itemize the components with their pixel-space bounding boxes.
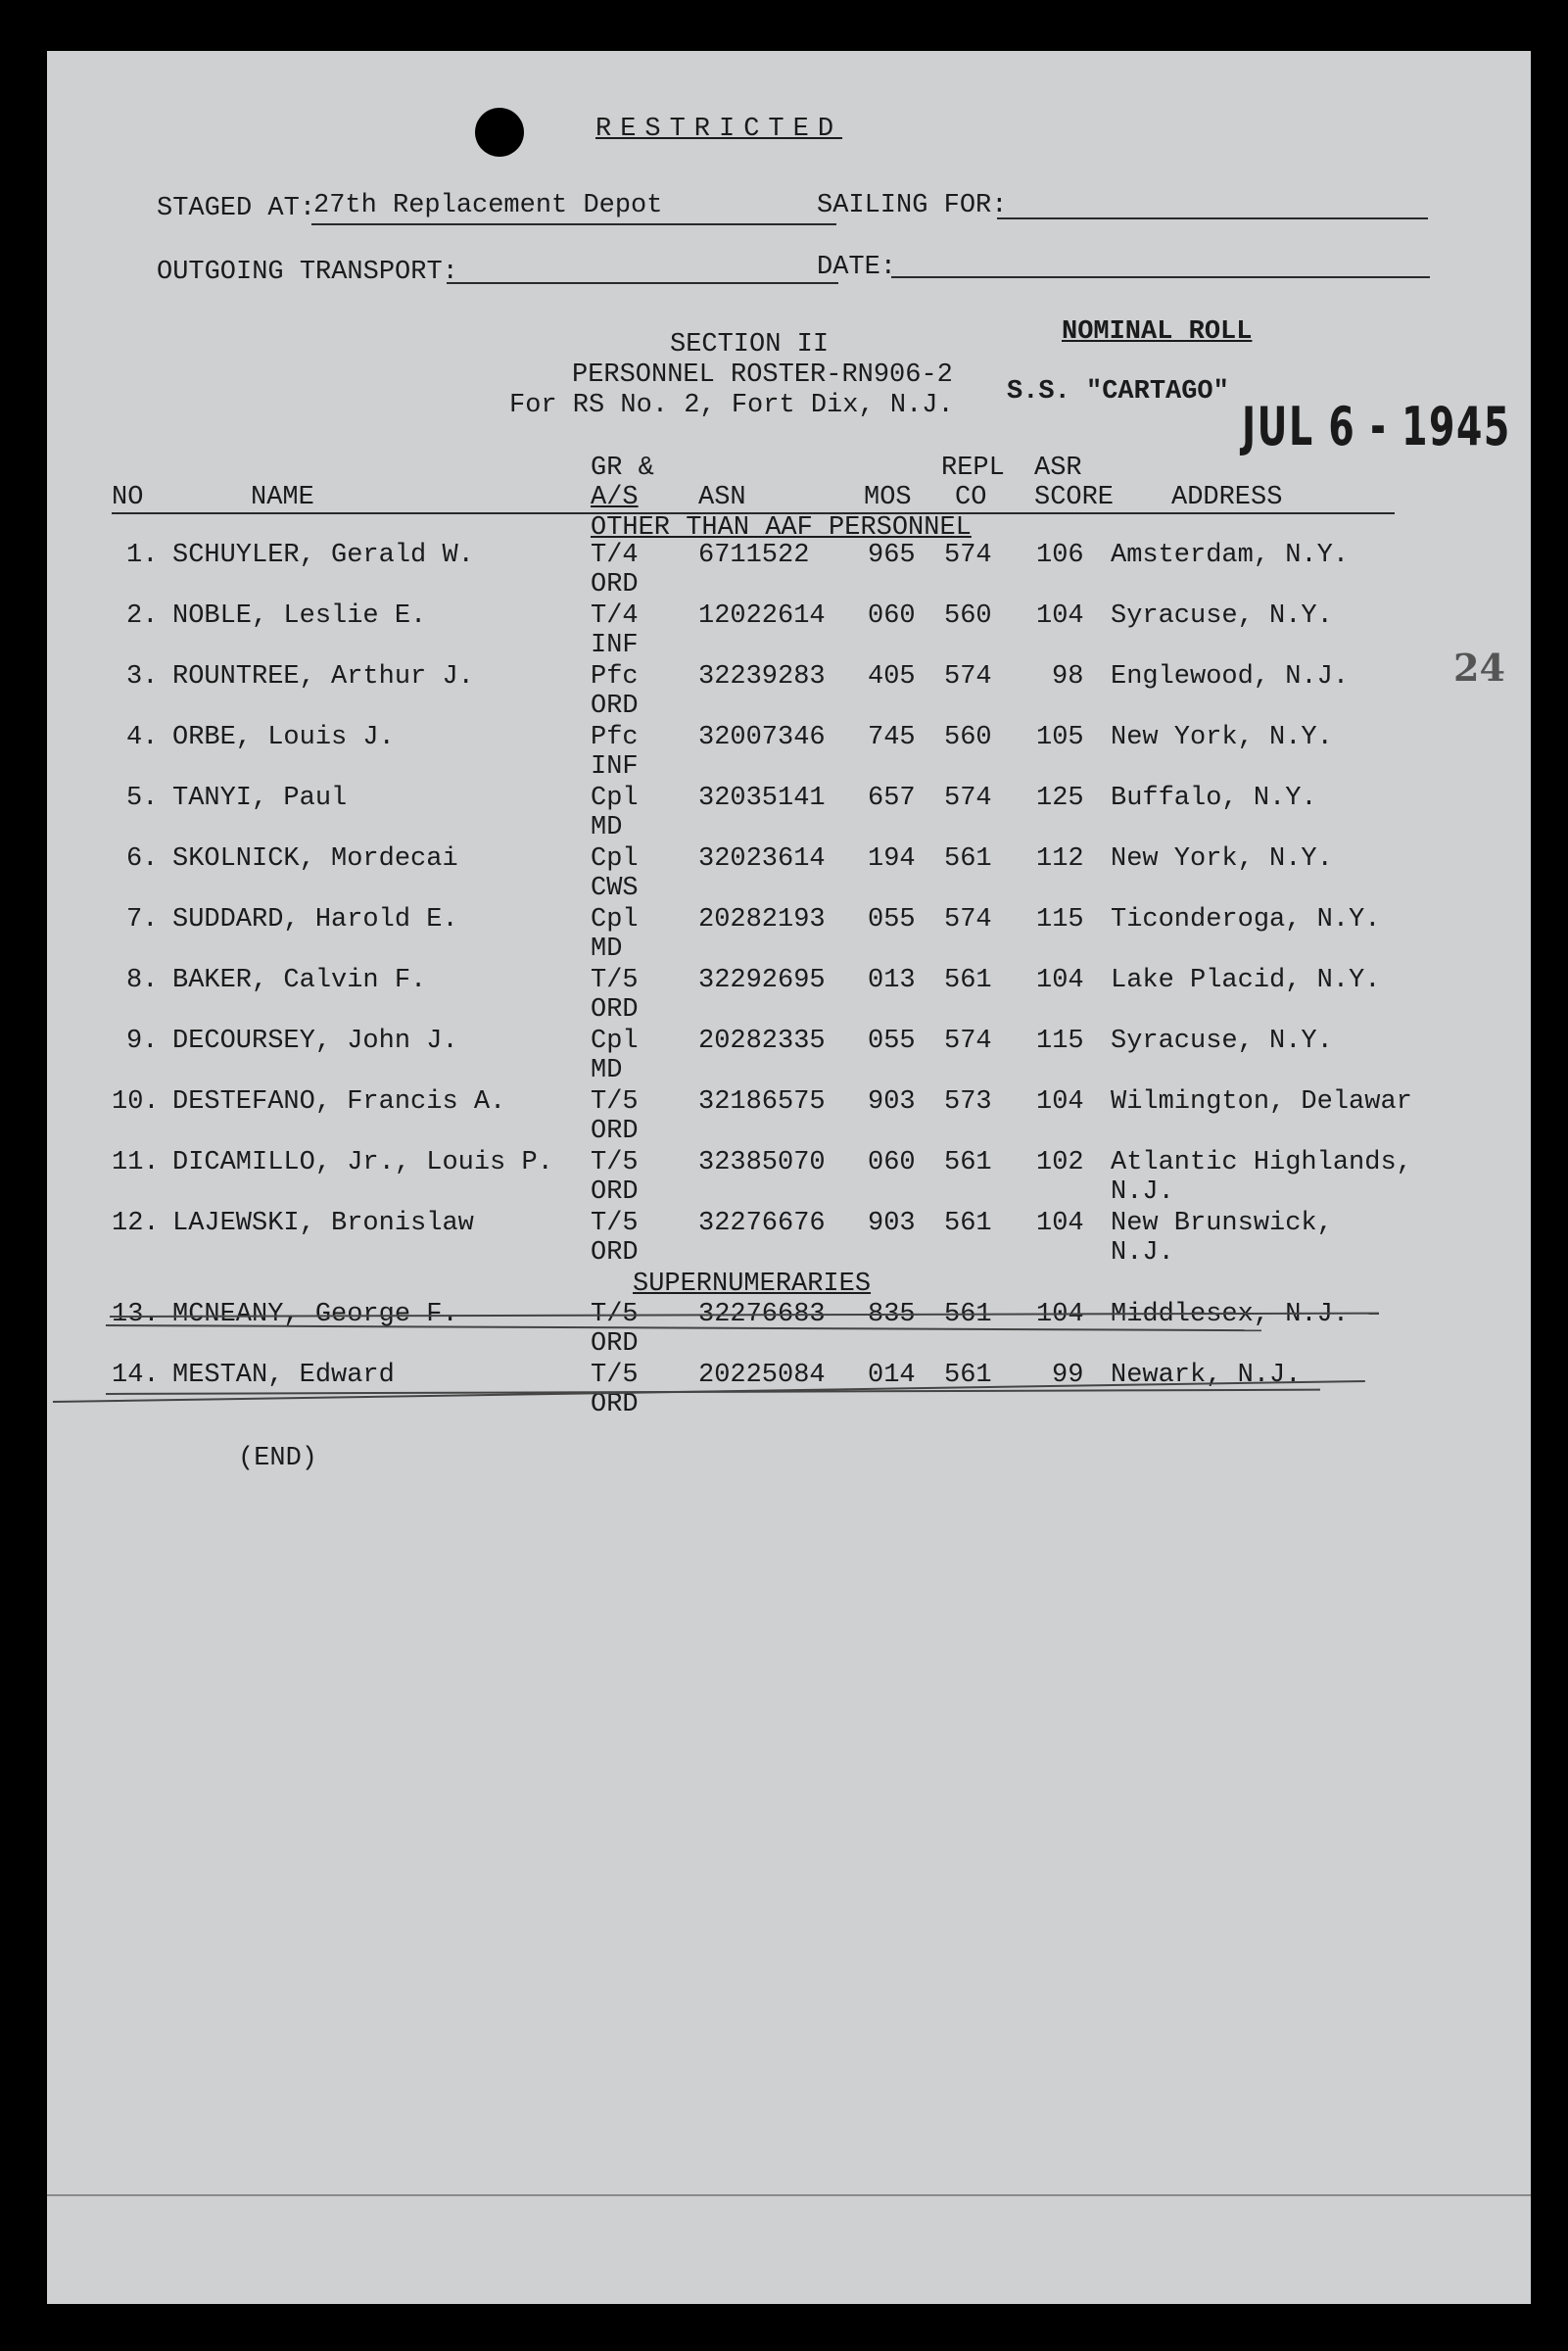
row-address: New Brunswick, <box>1111 1209 1333 1238</box>
row-no: 7. <box>126 905 159 935</box>
col-mos: MOS <box>864 483 912 512</box>
row-grade: T/4 <box>591 541 639 570</box>
row-mos: 060 <box>868 1148 916 1177</box>
row-address-line2: N.J. <box>1111 1177 1174 1207</box>
row-name: ORBE, Louis J. <box>172 723 395 752</box>
row-name: DESTEFANO, Francis A. <box>172 1087 506 1117</box>
row-grade: Cpl <box>591 1027 639 1056</box>
table-row <box>47 1209 1531 1270</box>
row-name: BAKER, Calvin F. <box>172 966 427 995</box>
row-mos: 835 <box>868 1300 916 1329</box>
row-name: MCNEANY, George F. <box>172 1300 458 1329</box>
row-no: 11. <box>112 1148 160 1177</box>
table-row <box>47 844 1531 905</box>
row-repl-co: 574 <box>944 905 992 935</box>
row-no: 2. <box>126 601 159 631</box>
row-arm-service: ORD <box>591 1390 639 1419</box>
row-asn: 32276676 <box>698 1209 826 1238</box>
row-name: DECOURSEY, John J. <box>172 1027 458 1056</box>
row-address: New York, N.Y. <box>1111 844 1333 874</box>
row-repl-co: 574 <box>944 1027 992 1056</box>
row-grade: T/5 <box>591 1148 639 1177</box>
col-repl-top: REPL <box>941 454 1005 483</box>
row-address: Syracuse, N.Y. <box>1111 601 1333 631</box>
table-row <box>47 905 1531 966</box>
row-repl-co: 574 <box>944 662 992 692</box>
row-name: LAJEWSKI, Bronislaw <box>172 1209 474 1238</box>
row-address: Syracuse, N.Y. <box>1111 1027 1333 1056</box>
row-arm-service: INF <box>591 631 639 660</box>
row-asn: 32023614 <box>698 844 826 874</box>
row-asn: 32007346 <box>698 723 826 752</box>
row-grade: Cpl <box>591 905 639 935</box>
table-row <box>47 541 1531 601</box>
row-repl-co: 561 <box>944 844 992 874</box>
row-mos: 055 <box>868 1027 916 1056</box>
ship-name: S.S. "CARTAGO" <box>1007 377 1229 407</box>
row-no: 3. <box>126 662 159 692</box>
staged-at-line <box>311 223 836 225</box>
group-label-supernumeraries: SUPERNUMERARIES <box>633 1270 872 1299</box>
row-asr-score: 98 <box>1052 662 1084 692</box>
row-address: Buffalo, N.Y. <box>1111 784 1317 813</box>
row-address-line2: N.J. <box>1111 1238 1174 1268</box>
sailing-for-line <box>997 217 1428 219</box>
row-address: Ticonderoga, N.Y. <box>1111 905 1381 935</box>
date-stamp: JUL 6 - 1945 <box>1242 396 1511 457</box>
table-row <box>47 966 1531 1027</box>
outgoing-transport-label: OUTGOING TRANSPORT: <box>157 258 458 287</box>
staged-at-value: 27th Replacement Depot <box>313 191 663 220</box>
row-repl-co: 561 <box>944 1148 992 1177</box>
row-asr-score: 125 <box>1036 784 1084 813</box>
row-name: TANYI, Paul <box>172 784 348 813</box>
row-no: 13. <box>112 1300 160 1329</box>
row-no: 1. <box>126 541 159 570</box>
col-gr-top: GR & <box>591 454 654 483</box>
row-no: 6. <box>126 844 159 874</box>
col-name: NAME <box>251 483 314 512</box>
row-repl-co: 573 <box>944 1087 992 1117</box>
row-no: 12. <box>112 1209 160 1238</box>
date-label: DATE: <box>817 253 897 282</box>
classification-label: RESTRICTED <box>595 115 843 144</box>
row-grade: T/5 <box>591 966 639 995</box>
nominal-roll-title: NOMINAL ROLL <box>1062 317 1253 347</box>
row-asn: 32385070 <box>698 1148 826 1177</box>
page-number: 24 <box>1453 646 1505 690</box>
staged-at-label: STAGED AT: <box>157 194 316 223</box>
row-arm-service: ORD <box>591 1117 639 1146</box>
row-asr-score: 106 <box>1036 541 1084 570</box>
row-grade: T/5 <box>591 1300 639 1329</box>
row-grade: Pfc <box>591 723 639 752</box>
row-mos: 657 <box>868 784 916 813</box>
row-no: 4. <box>126 723 159 752</box>
col-asr-top: ASR <box>1034 454 1082 483</box>
row-mos: 060 <box>868 601 916 631</box>
row-arm-service: ORD <box>591 1329 639 1359</box>
sailing-for-label: SAILING FOR: <box>817 191 1008 220</box>
row-asr-score: 105 <box>1036 723 1084 752</box>
row-asr-score: 112 <box>1036 844 1084 874</box>
row-repl-co: 574 <box>944 784 992 813</box>
table-row <box>47 1148 1531 1209</box>
row-name: MESTAN, Edward <box>172 1361 395 1390</box>
row-address: Newark, N.J. <box>1111 1361 1302 1390</box>
row-arm-service: MD <box>591 935 623 964</box>
row-name: SUDDARD, Harold E. <box>172 905 458 935</box>
row-asn: 32292695 <box>698 966 826 995</box>
row-address: Middlesex, N.J. <box>1111 1300 1350 1329</box>
row-address: New York, N.Y. <box>1111 723 1333 752</box>
row-name: SCHUYLER, Gerald W. <box>172 541 474 570</box>
col-no: NO <box>112 483 144 512</box>
row-asn: 32186575 <box>698 1087 826 1117</box>
table-row <box>47 723 1531 784</box>
row-asr-score: 104 <box>1036 1300 1084 1329</box>
row-mos: 194 <box>868 844 916 874</box>
row-mos: 965 <box>868 541 916 570</box>
col-address: ADDRESS <box>1171 483 1283 512</box>
table-row <box>47 662 1531 723</box>
row-repl-co: 561 <box>944 966 992 995</box>
row-asn: 6711522 <box>698 541 810 570</box>
row-address: Amsterdam, N.Y. <box>1111 541 1350 570</box>
group-label-main: OTHER THAN AAF PERSONNEL <box>591 513 972 543</box>
row-repl-co: 560 <box>944 723 992 752</box>
page-bottom-rule <box>47 2194 1531 2196</box>
table-row <box>47 1300 1531 1361</box>
row-mos: 013 <box>868 966 916 995</box>
row-arm-service: INF <box>591 752 639 782</box>
row-no: 10. <box>112 1087 160 1117</box>
row-repl-co: 574 <box>944 541 992 570</box>
row-mos: 745 <box>868 723 916 752</box>
table-row <box>47 784 1531 844</box>
row-asr-score: 102 <box>1036 1148 1084 1177</box>
row-asr-score: 115 <box>1036 1027 1084 1056</box>
table-row <box>47 1027 1531 1087</box>
row-asr-score: 99 <box>1052 1361 1084 1390</box>
row-repl-co: 561 <box>944 1209 992 1238</box>
row-grade: Pfc <box>591 662 639 692</box>
row-no: 14. <box>112 1361 160 1390</box>
table-row <box>47 1087 1531 1148</box>
row-repl-co: 561 <box>944 1300 992 1329</box>
roster-title: PERSONNEL ROSTER-RN906-2 <box>572 360 953 390</box>
row-no: 9. <box>126 1027 159 1056</box>
row-address: Englewood, N.J. <box>1111 662 1350 692</box>
row-asn: 12022614 <box>698 601 826 631</box>
row-address: Atlantic Highlands, <box>1111 1148 1412 1177</box>
row-asn: 20282193 <box>698 905 826 935</box>
col-asr-bottom: SCORE <box>1034 483 1115 512</box>
end-marker: (END) <box>238 1444 318 1473</box>
section-title: SECTION II <box>670 330 830 360</box>
row-name: DICAMILLO, Jr., Louis P. <box>172 1148 553 1177</box>
document-sheet <box>47 51 1531 2304</box>
col-repl-bottom: CO <box>955 483 987 512</box>
row-mos: 055 <box>868 905 916 935</box>
row-arm-service: ORD <box>591 570 639 600</box>
row-grade: Cpl <box>591 844 639 874</box>
row-arm-service: MD <box>591 813 623 842</box>
row-asn: 32035141 <box>698 784 826 813</box>
row-grade: T/4 <box>591 601 639 631</box>
row-address: Wilmington, Delawar <box>1111 1087 1412 1117</box>
row-asr-score: 104 <box>1036 1087 1084 1117</box>
row-asn: 20282335 <box>698 1027 826 1056</box>
row-mos: 405 <box>868 662 916 692</box>
table-row <box>47 601 1531 662</box>
outgoing-transport-line <box>447 282 838 284</box>
row-address: Lake Placid, N.Y. <box>1111 966 1381 995</box>
row-grade: T/5 <box>591 1087 639 1117</box>
row-asr-score: 104 <box>1036 601 1084 631</box>
row-repl-co: 561 <box>944 1361 992 1390</box>
row-no: 5. <box>126 784 159 813</box>
roster-subtitle: For RS No. 2, Fort Dix, N.J. <box>509 391 954 420</box>
row-repl-co: 560 <box>944 601 992 631</box>
row-no: 8. <box>126 966 159 995</box>
row-asr-score: 104 <box>1036 966 1084 995</box>
row-mos: 903 <box>868 1209 916 1238</box>
row-arm-service: ORD <box>591 1177 639 1207</box>
row-arm-service: ORD <box>591 1238 639 1268</box>
row-asr-score: 104 <box>1036 1209 1084 1238</box>
row-grade: T/5 <box>591 1361 639 1390</box>
row-asn: 32239283 <box>698 662 826 692</box>
row-arm-service: MD <box>591 1056 623 1085</box>
row-name: ROUNTREE, Arthur J. <box>172 662 474 692</box>
row-arm-service: CWS <box>591 874 639 903</box>
row-mos: 903 <box>868 1087 916 1117</box>
row-arm-service: ORD <box>591 995 639 1025</box>
row-asn: 20225084 <box>698 1361 826 1390</box>
row-grade: T/5 <box>591 1209 639 1238</box>
row-arm-service: ORD <box>591 692 639 721</box>
col-gr-bottom: A/S <box>591 483 639 512</box>
row-name: NOBLE, Leslie E. <box>172 601 427 631</box>
row-mos: 014 <box>868 1361 916 1390</box>
punch-hole <box>475 108 524 157</box>
row-name: SKOLNICK, Mordecai <box>172 844 458 874</box>
row-grade: Cpl <box>591 784 639 813</box>
date-line <box>891 276 1430 278</box>
row-asr-score: 115 <box>1036 905 1084 935</box>
row-asn: 32276683 <box>698 1300 826 1329</box>
col-asn: ASN <box>698 483 746 512</box>
